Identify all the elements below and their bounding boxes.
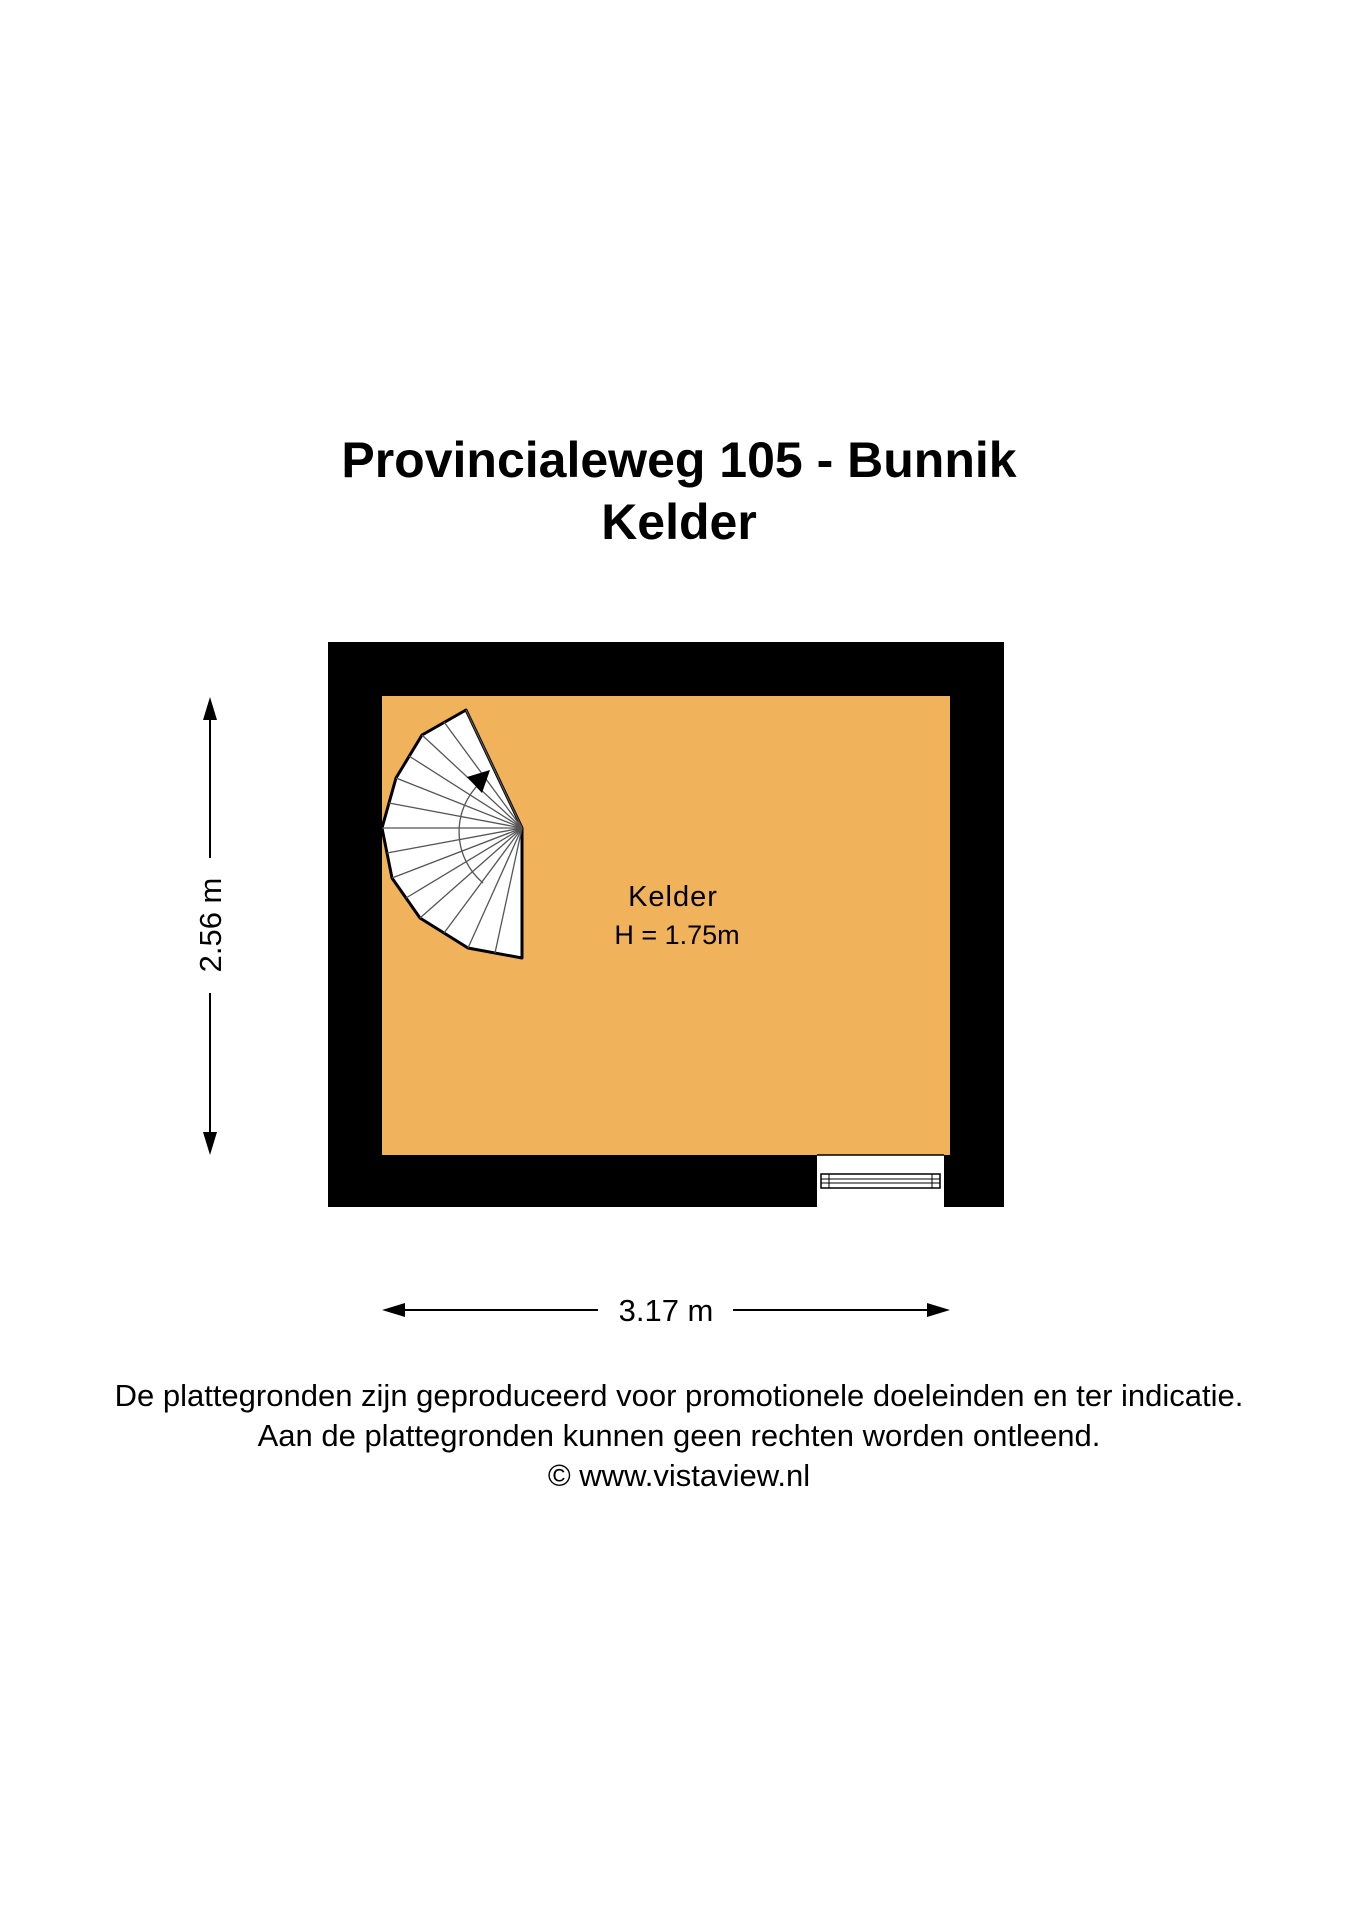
window xyxy=(817,1155,944,1207)
disclaimer-line-2: Aan de plattegronden kunnen geen rechten worden ontleend. xyxy=(257,1418,1101,1453)
arrow-up-icon xyxy=(203,697,217,720)
arrow-down-icon xyxy=(203,1132,217,1155)
depth-label: 2.56 m xyxy=(193,877,228,973)
width-dimension xyxy=(382,1293,950,1328)
room-name: Kelder xyxy=(628,881,718,913)
plan-title: Provincialeweg 105 - Bunnik xyxy=(341,432,1017,488)
depth-dimension xyxy=(193,697,228,1155)
room-height: H = 1.75m xyxy=(614,920,740,950)
arrow-left-icon xyxy=(382,1303,405,1317)
disclaimer-line-1: De plattegronden zijn geproduceerd voor promotionele doeleinden en ter indicatie. xyxy=(114,1378,1244,1413)
width-label: 3.17 m xyxy=(618,1293,714,1328)
copyright-line: © www.vistaview.nl xyxy=(547,1458,811,1493)
floor-title: Kelder xyxy=(601,494,757,550)
arrow-right-icon xyxy=(927,1303,950,1317)
